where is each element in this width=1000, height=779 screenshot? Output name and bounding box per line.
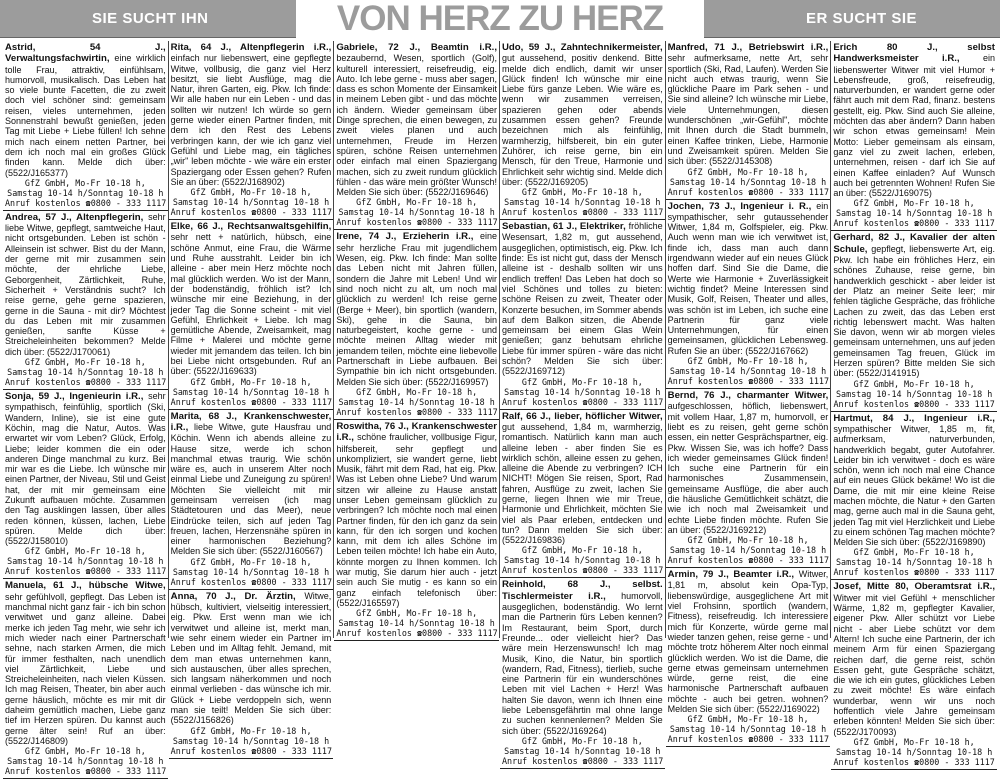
- ad-contact-line3: Anruf kostenlos ☎0800 - 333 1117: [170, 576, 333, 587]
- ad-column: [500, 41, 666, 766]
- ad-contact-line1: GfZ GmbH, Mo-Fr 10-18 h,: [24, 177, 146, 188]
- ad-contact-line3: Anruf kostenlos ☎0800 - 333 1117: [833, 567, 995, 578]
- ad-contact-line1: GfZ GmbH, Mo-Fr 10-18 h,: [190, 187, 312, 198]
- ad-contact-line3: Anruf kostenlos ☎0800 - 333 1117: [502, 565, 664, 576]
- ad-contact-line2: Samstag 10-14 h/Sonntag 10-18 h: [7, 187, 164, 198]
- ad-headline: Rita, 64 J., Altenpflegerin i.R.,: [170, 42, 332, 53]
- ad-contact-line1: GfZ GmbH, Mo-Fr 10-18 h,: [687, 166, 809, 177]
- personal-ad: [3, 390, 168, 579]
- ad-text: ein sympathischer, sehr gutaussehender Witwer, 1,84 m, Golfspieler, eig. Pkw. Auch wenn man wie ich verwitwet ist, finde ich, dass man auch dann irgendwann wieder auf ein neues Glück hoffen darf. Sind Sie die Dame, die Werte wie Harmonie + Zuverlässigkeit wichtig findet? Meine Interessen sind Musik, Golf, Reisen, Theater und alles, was schön ist im Leben, ich suche eine Partnerin für ganz viele Unternehmungen, für einen gemeinsamen, glücklichen Lebensweg. Rufen Sie an über: (5522/J167662): [667, 200, 829, 356]
- personal-ad: [334, 41, 499, 230]
- ad-contact-line3: Anruf kostenlos ☎0800 - 333 1117: [833, 398, 995, 409]
- ad-headline: Elke, 66 J., Rechtsanwaltsgehilfin,: [170, 221, 332, 233]
- personal-ad: [169, 410, 334, 590]
- ad-text: sehr gefühlvoll, gepflegt. Das Leben ist manchmal nicht ganz fair - ich bin schon verwitwet und ganz alleine. Dabei merke ich jeden Tag mehr, wie sehr ich mich wieder nach einer Partnerschaft sehne, nach starken Armen, die mich für immer festhalten, nach unendlich viel Zärtlichkeit, Liebe und Streicheleinheiten, nach vielen Küssen. Ich mag Reisen, Theater, bin aber auch gerne häuslich, möchte es mir mit dir daheim gemütlich machen, Liebe ganz tief im Herzen spüren. Du kannst auch gerne älter sein! Ruf an über: (5522/J146809): [5, 591, 166, 746]
- ad-text: humorvoll, ausgeglichen, bodenständig. Wo lernt man die Partnerin fürs Leben kennen? Im Restaurant, beim Sport, durch Freunde... oder vielleicht hier? Das wäre mein Herzenswunsch! Ich mag Musik, Kino, die Natur, bin sportlich (wandern, Rad, Fitness), tierlieb, suche eine Partnerin für ein wunderschönes Leben mit viel Lachen + Herz! Was halten Sie davon, wenn ich Ihnen eine liebe Lebensgefährtin mal ohne lange zu suchen kennenlernen? Melden Sie sich über: (5522/J169264): [502, 590, 663, 736]
- ad-headline: Jochen, 73 J., Ingenieur i. R.,: [667, 200, 817, 212]
- personal-ad: [831, 41, 997, 231]
- ad-headline: Reinhold, 68 J., selbst. Tischlermeister i.R.,: [502, 579, 663, 602]
- personal-ad: [666, 568, 831, 747]
- ad-text: ein liebenswerter Witwer mit viel Humor + Lebensfreude, groß, reisefreudig, naturverbunden, er wandert gerne oder fährt auch mit dem Rad, finanz. bestens gestellt, eig. Pkw. Sind auch Sie alleine, möchten das aber ändern? Dann haben wir schon etwas gemeinsam! Mein Motto: Lieber gemeinsam als einsam, ganz viel zu zweit lachen, erleben, unternehmen, reisen - darf ich Sie auf einen Kaffee einladen? Auf Wunsch auch bei getrennten Wohnen! Rufen Sie an über: (5522/J169075): [833, 53, 995, 199]
- ad-text: sympathischer Witwer, 1,85 m, fit, aufmerksam, naturverbunden, handwerklich begabt, guter Autofahrer. Leider bin ich verwitwet - doch es wäre schön, wenn ich noch mal eine Chance auf ein neues Glück bekäme! Wo ist die Dame, die mit mir eine kleine Reise machen möchte, die Natur + den Garten mag, gerne auch mal in die Sauna geht, jeden Tag mit viel Herzlichkeit und Liebe zu einem schönen Tag machen möchte? Melden Sie sich über: (5522/J169890): [833, 423, 995, 548]
- header-left: SIE SUCHT IHN: [92, 10, 209, 27]
- ad-contact-line3: Anruf kostenlos ☎0800 - 333 1117: [833, 756, 995, 767]
- ad-contact-line1: GfZ GmbH, Mo-Fr 10-18 h,: [190, 556, 312, 567]
- ad-text: gut aussehend, 1,84 m, warmherzig, romantisch. Natürlich kann man auch alleine leben - aber finden Sie es wirklich schön, alleine essen zu gehen, alleine die Abende zu verbringen? ICH NICHT! Mögen Sie reisen, Sport, Rad fahren, Ausflüge zu zweit, lachen Sie gerne, liegen Ihnen wie mir Treue, Harmonie und Ehrlichkeit, möchten Sie viel als Paar erleben, entdecken und tun? Dann melden Sie sich über: (5522/J169836): [502, 421, 663, 546]
- ad-text: bezaubernd, Wesen, sportlich (Golf), kulturell interessiert, reisefreudig, eig. Auto. Ich lebe gerne - muss aber sagen, dass es schon Momente der Einsamkeit in meinem Leben gibt - und das möchte ich ändern. Wieder gemeinsam über Dinge sprechen, die einen bewegen, zu zweit vieles planen und auch unternehmen, Freude im Herzen spüren, schöne Reisen unternehmen oder einfach mal einen Spaziergang machen, sich zu zweit rundum glücklich fühlen - das wäre mein größter Wunsch! Melden Sie sich über: (5522/J169646): [336, 53, 497, 198]
- ad-contact-line2: Samstag 10-14 h/Sonntag 10-18 h: [504, 745, 661, 756]
- ad-text: eine wirklich tolle Frau, attraktiv, einfühlsam, humorvoll, musikalisch. Das Leben hat so viele bunte Facetten, die zu zweit doch viel schöner sind: gemeinsam reisen, vieles unternehmen, jeden Sonnenstrahl bewußt genießen, jeden Tag mit Liebe + Liebe füllen! Ich sehne mich nach einem netten Partner, bei dem ich noch mal ein großes Glück finden kann. Melde dich über: (5522/J165377): [5, 53, 166, 178]
- ad-contact-line1: GfZ GmbH, Mo-Fr 10-18 h,: [853, 198, 975, 209]
- ad-text: sehr sympathisch, feinfühlig, sportlich (Ski, Wandern, Inline), sie ist eine gute Köchin, mag die Natur, Autos. Was erwartet wir vom Leben? Glück, Erfolg, Liebe; leider kommen die ein oder anderen Dinge manchmal zu kurz. Bei mir war es die Liebe. Ich wünsche mir einen Partner, der Niveau, Stil und Geist hat, der mit mir gemeinsam eine Zukunft aufbauen möchte. Zusammen den Tag ausklingen lassen, über alles reden können, küssen, lachen, Liebe spüren. Melde dich über: (5522/J158010): [5, 391, 166, 547]
- ad-text: Witwer, 1,81 m, absolut kein Opa-Typ, liebenswürdige, ausgeglichene Art mit viel Frohsinn, sportlich (wandern, Fitness), reisefreudig. Ich interessiere mich für Konzerte, würde gerne mal wieder tanzen gehen, reise gerne - und möchte trotz höherem Alter noch einmal glücklich werden. Wo ist die Dame, die gerne etwas gemeinsam unternehmen würde, gerne reist, die eine harmonische Partnerschaft aufbauen möchte - auch bei getren. wohnen? Melden Sie sich über: (5522/J169022): [667, 569, 829, 715]
- ad-contact-line3: Anruf kostenlos ☎0800 - 333 1117: [5, 197, 167, 208]
- personal-ad: [831, 231, 997, 411]
- ad-headline: Irene, 74 J., Erzieherin i.R.,: [336, 231, 480, 243]
- ad-contact-line1: GfZ GmbH, Mo-Fr 10-18 h,: [853, 547, 975, 558]
- header-bar: [0, 0, 1000, 38]
- ad-column: [831, 41, 997, 767]
- ad-contact-line2: Samstag 10-14 h/Sonntag 10-18 h: [669, 366, 827, 377]
- ad-text: einfach nur liebenswert, eine gepflegte Witwe, vollbusig, die ganz viel Herz besitzt, sie liebt Ausflüge, mag die Natur, ihren Garten, eig. Pkw. Ich finde: Wir alle haben nur ein Leben - und das sollten wir nutzen! Ich würde so gern gerne wieder einen Partner finden, mit dem ich den Rest des Lebens verbringen kann, der wie ich ganz viel Gefühl und Liebe mag, ein tägliches „wir" leben möchte - wie wäre ein erster Spaziergang oder Essen gehen? Rufen Sie an über: (5522/J168902): [170, 53, 332, 187]
- ad-contact-line1: GfZ GmbH, Mo-Fr 10-18 h,: [521, 735, 643, 746]
- ad-contact-line2: Samstag 10-14 h/Sonntag 10-18 h: [504, 555, 661, 566]
- ad-contact-line2: Samstag 10-14 h/Sonntag 10-18 h: [7, 756, 164, 767]
- personal-ad: [500, 578, 665, 768]
- personal-ad: [3, 211, 168, 390]
- ad-headline: Gabriele, 72 J., Beamtin i.R.,: [336, 42, 497, 53]
- ad-headline: Roswitha, 76 J., Krankenschwester i.R.,: [336, 420, 497, 444]
- ad-contact-line1: GfZ GmbH, Mo-Fr 10-18 h,: [521, 187, 643, 198]
- ad-headline: Hartmut, 84 J., Ingenieur i.R.,: [833, 412, 995, 424]
- ad-contact-line3: Anruf kostenlos ☎0800 - 333 1117: [336, 217, 498, 228]
- ad-headline: Manuela, 61 J., hübsche Witwe,: [5, 580, 166, 592]
- ad-contact-line2: Samstag 10-14 h/Sonntag 10-18 h: [172, 386, 330, 397]
- ad-text: Witwe, hübsch, kultiviert, vielseitig interessiert, eig. Pkw. Erst wenn man wie ich verwitwet und alleine ist, merkt man, wie sehr einem wieder ein Partner im Leben und im Alltag fehlt. Jemand, mit dem man etwas unternehmen kann, sich austauschen, über alles sprechen, sich langsam näherkommen und noch einmal verlieben - das wünsche ich mir. Glück + Liebe verdoppeln sich, wenn man sie teilt! Melden Sie sich über: (5522/J156826): [170, 590, 332, 726]
- personal-ad: [831, 412, 997, 581]
- personal-ad: [831, 580, 997, 769]
- ad-text: schöne fraulicher, vollbusige Figur, hilfsbereit, sehr gepflegt und unkompliziert, sie wandert gerne, liebt Musik, fährt mit dem Rad, hat eig. Pkw. Was ist Leben ohne Liebe? Und warum sitzen wir alleine zu Hause anstatt unser Leben gemeinsam glücklich zu verbringen? Ich möchte noch mal einen Partner finden, für den ich ganz da sein kann, für den ich sorgen und kochen kann, mit dem ich alles Schöne im Leben teilen möchte! Ich habe ein Auto, könnte morgen zu Ihnen kommen. Ich war mutig, Sie darum hier auch - jetzt sein auch Sie mutig - es kann so ein ganz einfach telefonisch über: (5522/J165597): [336, 432, 497, 608]
- ad-headline: Sebastian, 61 J., Elektriker,: [502, 221, 629, 233]
- ad-text: sehr liebe Witwe, gepflegt, samtweiche Haut, nicht ortsgebunden. Leben ist schön - Alleinsein ist schwer. Bist du der Mann, der gerne mit mir zusammen sein möchte, der ehrliche Liebe, Geborgenheit, Zärtlichkeit, Ruhe, Sicherheit + Verständnis sucht? Ich reise gerne, gehe gerne spazieren, gerne in die Sauna - mit dir? Möchtest du das Leben mit mir zusammen genießen, sanfte Küsse + Streicheleinheiten bekommen? Melde dich über: (5522/J170061): [5, 211, 166, 357]
- ad-contact-line2: Samstag 10-14 h/Sonntag 10-18 h: [836, 557, 993, 568]
- ad-contact-line1: GfZ GmbH, Mo-Fr 10-18 h,: [356, 197, 478, 208]
- ad-contact-line1: GfZ GmbH, Mo-Fr 10-18 h,: [521, 376, 643, 387]
- ad-text: sehr nett + natürlich, hübsch, eine schöne Anmut, eine Frau, die Wärme und Ruhe ausstrahlt. Leider bin ich alleine - aber mein Herz möchte noch mal glücklich werden. Wo ist der Mann, der bodenständig, fröhlich ist? Ich wünsche mir eine Beziehung, in der jeder Tag die Sonne scheint - mit viel Gefühl, Ehrlichkeit + Liebe. Ich mag gemütliche Abende, Zweisamkeit, mag Filme + Malerei und möchte gerne wieder mit jemandem das teilen. Ich bin bei Liebe nicht ortsgebunden. Ruf an über: (5522/J169633): [170, 232, 332, 377]
- ad-column: [666, 41, 832, 745]
- ad-contact-line2: Samstag 10-14 h/Sonntag 10-18 h: [7, 367, 164, 378]
- personal-ad: [169, 41, 334, 220]
- ad-contact-line2: Samstag 10-14 h/Sonntag 10-18 h: [836, 208, 993, 219]
- ad-contact-line1: GfZ GmbH, Mo-Fr 10-18 h,: [356, 608, 478, 619]
- ad-headline: Andrea, 57 J., Altenpflegerin,: [5, 211, 149, 223]
- header-right: ER SUCHT SIE: [806, 10, 918, 27]
- personal-ad: [500, 220, 665, 409]
- ad-contact-line1: GfZ GmbH, Mo-Fr 10-18 h,: [24, 746, 146, 757]
- ad-contact-line1: GfZ GmbH, Mo-Fr 10-18 h,: [521, 545, 643, 556]
- ad-columns: [3, 41, 997, 777]
- ad-contact-line3: Anruf kostenlos ☎0800 - 333 1117: [833, 218, 995, 229]
- ad-contact-line3: Anruf kostenlos ☎0800 - 333 1117: [170, 745, 333, 756]
- ad-contact-line2: Samstag 10-14 h/Sonntag 10-18 h: [7, 556, 164, 567]
- ad-contact-line3: Anruf kostenlos ☎0800 - 333 1117: [502, 755, 664, 766]
- ad-contact-line2: Samstag 10-14 h/Sonntag 10-18 h: [504, 197, 661, 208]
- personal-ad: [666, 389, 831, 568]
- ad-text: gepflegt, liebenswerte Art, eig. Pkw. Ich habe ein fröhliches Herz, ein schönes Zuhause, reise gerne, bin handwerklich geschickt - aber leider ist der Platz an meiner Seite leer; mir fehlen tägliche Gespräche, das fröhliche Lachen zu zweit, das das Leben erst richtig lebenswert macht. Was halten Sie davon, wenn wir ab morgen vieles gemeinsam unternehmen, uns auf jeden gemeinsamen Tag freuen, Glück im Herzen spüren? Bitte melden Sie sich über: (5522/J141915): [833, 243, 995, 379]
- ad-contact-line1: GfZ GmbH, Mo-Fr 10-18 h,: [356, 386, 478, 397]
- ad-text: gut aussehend, positiv denkend. Bitte melde dich endlich, damit wir unser Glück finden! Ich wünsche mir eine Liebe fürs ganze Leben. Wie wäre es, wenn wir zusammen verreisen, spazieren gehen oder abends zusammen essen gehen? Freunde bezeichnen mich als feinfühlig, warmherzig, hilfsbereit, bin ein guter Zuhörer, ich reise gerne, bin ein Mensch, für den Treue, Harmonie und Ehrlichkeit sehr wichtig sind. Melde dich über: (5522/J169205): [502, 53, 663, 187]
- ad-headline: Armin, 79 J., Beamter i.R.,: [667, 569, 799, 581]
- ad-column: [3, 41, 169, 777]
- ad-text: sehr aufmerksame, nette Art, sehr sportlich (Ski, Rad, Laufen). Werden Sie nicht auch etwas traurig, wenn Sie glückliche Paare im Park sehen - und Sie sind alleine? Ich wünsche mir Liebe, viele Unternehmungen, diesen wunderschönen „wir-Gefühl", möchte mit Ihnen durch die Stadt bummeln, einen Kaffee trinken, Liebe, Harmonie und Zweisamkeit spüren. Melden Sie sich über: (5522/J145308): [667, 53, 829, 167]
- ad-headline: Erich 80 J., selbst Handwerksmeister i.R.,: [833, 42, 995, 65]
- ad-contact-line3: Anruf kostenlos ☎0800 - 333 1117: [5, 377, 167, 388]
- ad-contact-line1: GfZ GmbH, Mo-Fr 10-18 h,: [687, 535, 809, 546]
- personal-ad: [666, 41, 831, 200]
- ad-contact-line2: Samstag 10-14 h/Sonntag 10-18 h: [172, 566, 330, 577]
- header-title: VON HERZ ZU HERZ: [296, 0, 704, 38]
- personal-ad: [666, 200, 831, 389]
- ad-contact-line3: Anruf kostenlos ☎0800 - 333 1117: [667, 376, 830, 387]
- personal-ad: [169, 590, 334, 759]
- ad-contact-line1: GfZ GmbH, Mo-Fr 10-18 h,: [687, 714, 809, 725]
- ad-contact-line3: Anruf kostenlos ☎0800 - 333 1117: [170, 207, 333, 218]
- ad-contact-line3: Anruf kostenlos ☎0800 - 333 1117: [667, 186, 830, 197]
- personal-ad: [334, 420, 499, 641]
- ad-headline: Sonja, 59 J., Ingenieurin i.R.,: [5, 391, 149, 403]
- ad-column: [334, 41, 500, 638]
- ad-contact-line1: GfZ GmbH, Mo-Fr 10-18 h,: [24, 546, 146, 557]
- ad-headline: Bernd, 76 J., charmanter Witwer,: [667, 390, 829, 402]
- ad-contact-line3: Anruf kostenlos ☎0800 - 333 1117: [5, 566, 167, 577]
- ad-contact-line1: GfZ GmbH, Mo-Fr 10-18 h,: [853, 378, 975, 389]
- ad-contact-line1: GfZ GmbH, Mo-Fr 10-18 h,: [190, 376, 312, 387]
- ad-contact-line2: Samstag 10-14 h/Sonntag 10-18 h: [172, 735, 330, 746]
- ad-contact-line1: GfZ GmbH, Mo-Fr 10-18 h,: [687, 356, 809, 367]
- ad-contact-line2: Samstag 10-14 h/Sonntag 10-18 h: [172, 197, 330, 208]
- ad-contact-line2: Samstag 10-14 h/Sonntag 10-18 h: [669, 724, 827, 735]
- personal-ad: [500, 41, 665, 220]
- ad-contact-line3: Anruf kostenlos ☎0800 - 333 1117: [502, 396, 664, 407]
- ad-contact-line1: GfZ GmbH, Mo-Fr 10-18 h,: [24, 357, 146, 368]
- personal-ad: [334, 230, 499, 419]
- ad-contact-line3: Anruf kostenlos ☎0800 - 333 1117: [336, 406, 498, 417]
- ad-text: Witwer mit viel Gefühl + menschlicher Wärme, 1,82 m, gepflegter Kavalier, eigener Pkw. Aller schützt vor Liebe nicht - aber Liebe schützt vor dem Altern! Ich suche eine Partnerin, der ich meinem Arm für einen Spaziergang reichen darf, die gerne reist, schön Essen geht, gute Gespräche schätzt, die wie ich ein gutes, glückliches Leben zu zweit möchte! Es wäre einfach wunderbar, wenn wir uns noch hoffentlich viele Jahre gemeinsam erleben könnten! Melden Sie sich über: (5522/J170093): [833, 592, 995, 737]
- ad-headline: Ralf, 66 J., lieber, höflicher Witwer,: [502, 410, 663, 422]
- ad-contact-line3: Anruf kostenlos ☎0800 - 333 1117: [5, 766, 167, 777]
- personal-ad: [500, 410, 665, 579]
- personal-ad: [3, 41, 168, 211]
- ad-contact-line2: Samstag 10-14 h/Sonntag 10-18 h: [504, 386, 661, 397]
- ad-contact-line2: Samstag 10-14 h/Sonntag 10-18 h: [338, 396, 495, 407]
- ad-contact-line3: Anruf kostenlos ☎0800 - 333 1117: [667, 555, 830, 566]
- ad-headline: Marita, 68 J., Krankenschwester, i.R.,: [170, 410, 332, 433]
- ad-text: fröhliche Wesensart, 1,82 m, gut aussehend, ausgeglichen, optimistisch, eig. Pkw. Ich finde: Es ist nicht gut, dass der Mensch alleine ist - deshalb sollten wir uns endlich treffen! Das Leben hat doch so viel Schönes und tolles zu bieten: schöne Reisen zu zweit, Theater oder Konzerte besuchen, im Sommer abends auf dem Balkon sitzen, die Abende gemeinsam bei einem Glas Wein genießen; ganz behutsam ehrliche Liebe für immer spüren - wäre das nicht schön? Melden Sie sich über: (5522/J169712): [502, 221, 663, 377]
- personal-ad: [3, 579, 168, 779]
- ad-column: [169, 41, 335, 756]
- ad-contact-line1: GfZ GmbH, Mo-Fr 10-18 h,: [853, 736, 975, 747]
- ad-contact-line2: Samstag 10-14 h/Sonntag 10-18 h: [669, 176, 827, 187]
- ad-contact-line2: Samstag 10-14 h/Sonntag 10-18 h: [338, 207, 495, 218]
- personal-ad: [169, 220, 334, 409]
- ad-text: liebe Witwe, gute Hausfrau und Köchin. Wenn ich abends alleine zu Hause sitze, werde ich schon manchmal etwas traurig. Wie schön wäre es, auch in unserem Alter noch einmal Liebe und Zuneigung zu spüren! Möchten Sie vielleicht mit mir gemeinsam verreisen (ich mag Städtetouren und das Meer), neue Eindrücke teilen, sich auf jeden Tag freuen, lachen, Herzensnähe spüren in einer harmonischen Beziehung? Melden Sie sich über: (5522/J160567): [170, 421, 332, 557]
- ad-contact-line2: Samstag 10-14 h/Sonntag 10-18 h: [669, 545, 827, 556]
- ad-headline: Udo, 59 J., Zahntechnikermeister,: [502, 42, 663, 53]
- ad-contact-line3: Anruf kostenlos ☎0800 - 333 1117: [336, 628, 498, 639]
- ad-contact-line1: GfZ GmbH, Mo-Fr 10-18 h,: [190, 725, 312, 736]
- ad-headline: Astrid, 54 J., Verwaltungsfachwirtin,: [5, 42, 166, 65]
- ad-contact-line2: Samstag 10-14 h/Sonntag 10-18 h: [836, 746, 993, 757]
- ad-text: aufgeschlossen, höflich, liebenswert, mit vollem Haar, 1,87 m, humorvoll, er liebt es zu reisen, geht gerne schön essen, ein netter Gesprächspartner, eig. Pkw. Wissen Sie, was ich hoffe? Dass ich wieder gemeinsames Glück finden! Ich suche eine Partnerin für ein harmonisches Zusammensein, gemeinsame Ausflüge, die aber auch die häusliche Gemütlichkeit schätzt, die wie ich noch mal Zweisamkeit und echte Liebe finden möchte. Rufen Sie an über: (5522/J169212): [667, 401, 829, 535]
- ad-contact-line3: Anruf kostenlos ☎0800 - 333 1117: [502, 207, 664, 218]
- ad-contact-line2: Samstag 10-14 h/Sonntag 10-18 h: [338, 618, 495, 629]
- ad-headline: Josef, Mitte 80, Oberamtsrat i.R.,: [833, 581, 995, 593]
- ad-contact-line3: Anruf kostenlos ☎0800 - 333 1117: [667, 734, 830, 745]
- ad-contact-line2: Samstag 10-14 h/Sonntag 10-18 h: [836, 388, 993, 399]
- ad-text: eine sehr herzliche Frau mit jugendlichem Wesen, eig. Pkw. Ich finde: Man sollte das Leben nicht mit Jahren füllen, sondern die Jahre mit Leben! Und wir sind noch nicht zu alt, um noch mal glücklich zu werden! Ich reise gerne (Berge + Meer), bin sportlich (wandern, Ski), gehe in die Sauna, bin naturbegeistert, koche gerne - und möchte meinen Alltag wieder mit jemandem teilen, möchte eine liebevolle Partnerschaft in Liebe aufbauen. Bei Sympathie bin ich nicht ortsgebunden. Melden Sie sich über: (5522/J169957): [336, 231, 497, 387]
- ad-headline: Anna, 70 J., Dr. Ärztin,: [170, 590, 305, 602]
- ad-headline: Manfred, 71 J., Betriebswirt i.R.,: [667, 42, 829, 53]
- ad-headline: Gerhard, 82 J., Kavalier der alten Schule,: [833, 232, 995, 255]
- ad-contact-line3: Anruf kostenlos ☎0800 - 333 1117: [170, 396, 333, 407]
